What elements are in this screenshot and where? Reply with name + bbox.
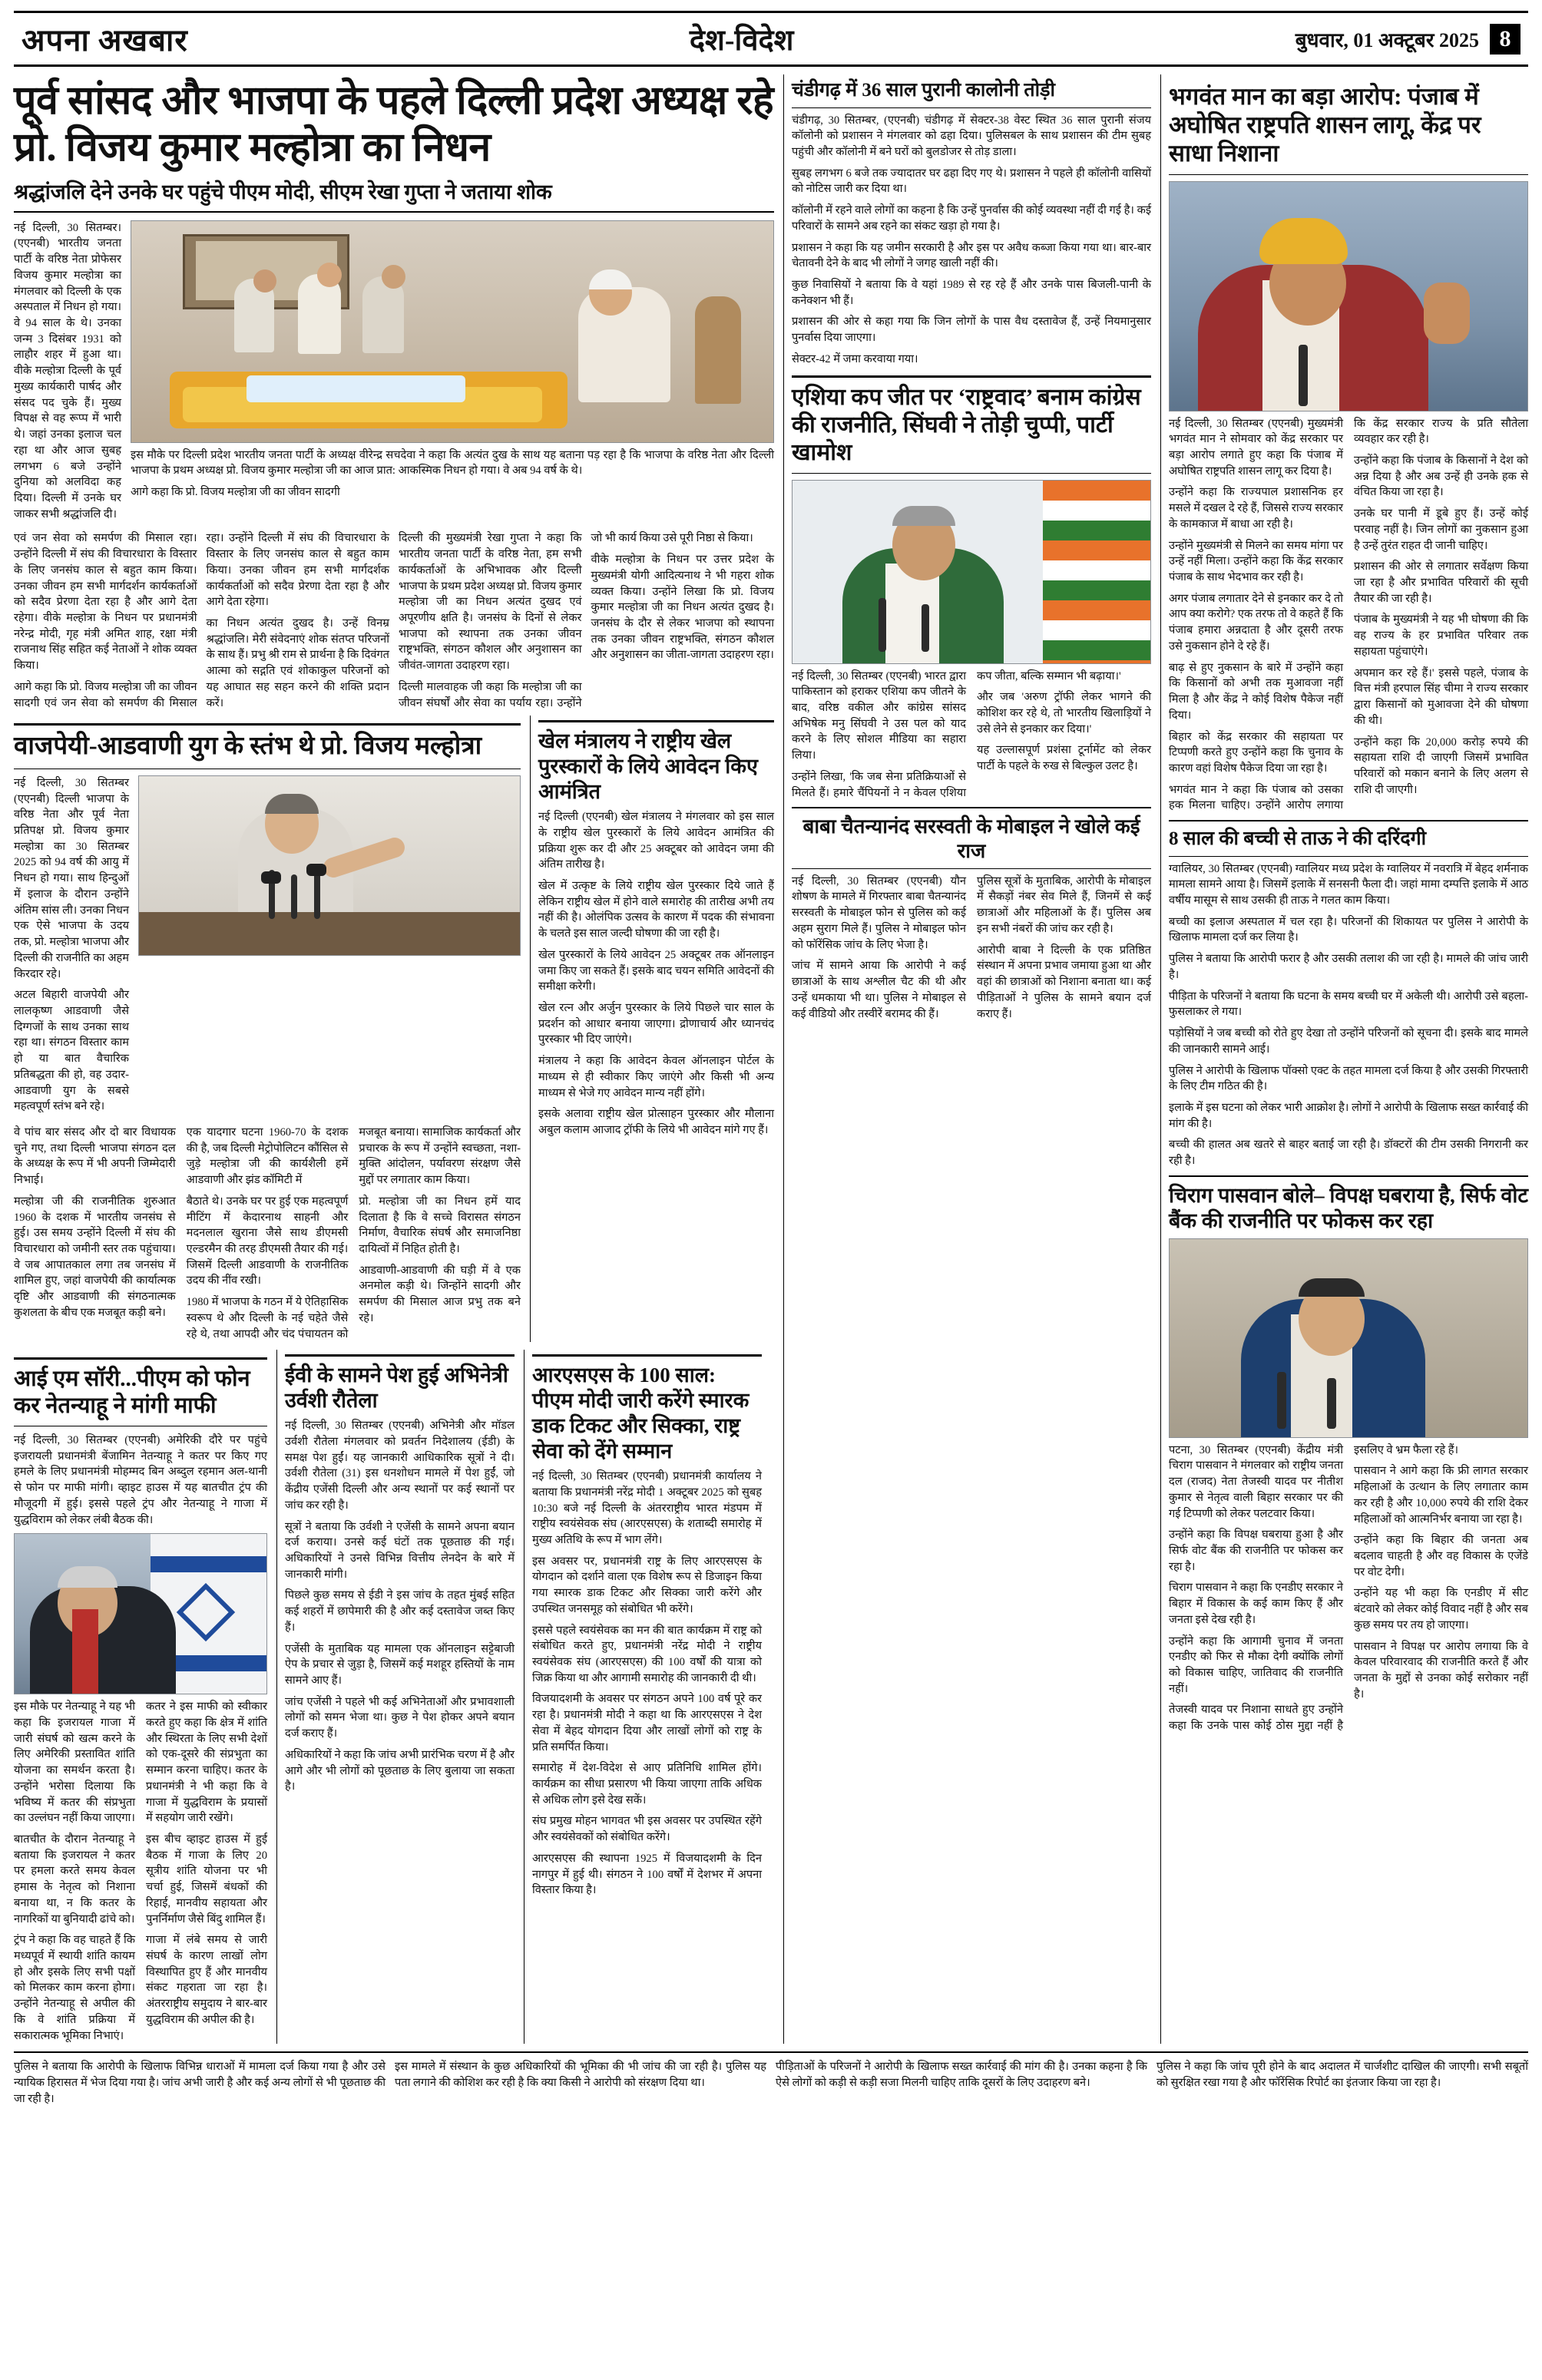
bhagwant-para-8: उनके घर पानी में डूबे हुए हैं। उन्हें कोई परवाह नहीं है। जिन लोगों का नुकसान हुआ है उन्हें तुरंत राहत दी जानी चाहिए।	[1354, 507, 1528, 552]
bhagwant-para-6: भगवंत मान ने कहा कि पंजाब को उसका हक मिलना चाहिए। उन्होंने आरोप लगाया कि केंद्र सरकार राज्य के प्रति सौतेला व्यवहार कर रही है।	[1169, 417, 1528, 812]
sports-awards-headline: खेल मंत्रालय ने राष्ट्रीय खेल पुरस्कारों के लिये आवेदन किए आमंत्रित	[538, 720, 774, 805]
bhagwant-para-9: प्रशासन की ओर से लगातार सर्वेक्षण किया जा रहा है और प्रभावित परिवारों की सूची तैयार की जा रही है।	[1354, 560, 1528, 605]
sports-awards-para-3: खेल रत्न और अर्जुन पुरस्कार के लिये पिछले चार साल के प्रदर्शन को आधार बनाया जाएगा। द्रोणाचार्य और ध्यानचंद पुरस्कार भी दिए जाएंगे।	[538, 1002, 774, 1046]
lead-para-0: नई दिल्ली, 30 सितम्बर। (एएनबी) भारतीय जनता पार्टी के वरिष्ठ नेता प्रोफेसर विजय कुमार मल्होत्रा का मंगलवार को दिल्ली के एक अस्पताल में निधन हो गया। वे 94 साल के थे। उनका जन्म 3 दिसंबर 1931 को लाहौर शहर में हुआ था। वीके मल्होत्रा दिल्ली के पूर्व मुख्य कार्यकारी पार्षद और संसद पद चुके हैं। मुख्य विपक्ष से वह रूप्प में भारी थे। जहां उनका इलाज चल रहा था और आज सुबह लगभग 6 बजे उन्होंने दुनिया को अलविदा कह दिया। दिल्ली में उनके घर जाकर सभी श्रद्धांजलि दी।	[14, 221, 121, 521]
chandigarh-para-6: सेक्टर-42 में जमा करवाया गया।	[792, 352, 918, 365]
gwalior-para-5: पुलिस ने आरोपी के खिलाफ पॉक्सो एक्ट के तहत मामला दर्ज किया है और उसकी गिरफ्तारी के लिए टीम गठित की है।	[1169, 1064, 1528, 1093]
vajpayee-para-1: अटल बिहारी वाजपेयी और लालकृष्ण आडवाणी जैसे दिग्गजों के साथ उनका साथ रहा था। संगठन विस्तार काम हो या बात वैचारिक प्रतिबद्धता की हो, वह उदार-आडवाणी युग के सबसे महत्वपूर्ण स्तंभ बने रहे।	[14, 989, 129, 1113]
vajpayee-para-0: नई दिल्ली, 30 सितम्बर (एएनबी) दिल्ली भाजपा के वरिष्ठ नेता और पूर्व नेता प्रतिपक्ष प्रो. विजय कुमार मल्होत्रा का 30 सितम्बर 2025 को 94 वर्ष की आयु में निधन हो गया। साथ हिन्दुओं में इलाज के दौरान उन्होंने अंतिम सांस ली। उनका निधन एक ऐसे भाजपा के उदय तक, प्रो. मल्होत्रा भाजपा और दिल्ली की राजनीति का अहम किरदार रहे।	[14, 776, 129, 980]
page-number: 8	[1490, 24, 1520, 55]
chandigarh-headline: चंडीगढ़ में 36 साल पुरानी कालोनी तोड़ी	[792, 80, 1055, 101]
chirag-para-8: पासवान ने विपक्ष पर आरोप लगाया कि वे केवल परिवारवाद की राजनीति करते हैं और जनता के मुद्दों से उनका कोई सरोकार नहीं है।	[1354, 1640, 1528, 1701]
baba-para-1: जांच में सामने आया कि आरोपी ने कई छात्राओं के साथ अश्लील चैट की थी और उन्हें धमकाया भी था। पुलिस ने मोबाइल से कई वीडियो और तस्वीरें बरामद की हैं।	[792, 960, 966, 1020]
rss-para-5: संघ प्रमुख मोहन भागवत भी इस अवसर पर उपस्थित रहेंगे और स्वयंसेवकों को संबोधित करेंगे।	[532, 1815, 762, 1844]
asiacup-para-2: और जब 'अरुण ट्रॉफी लेकर भागने की कोशिश कर रहे थे, तो भारतीय खिलाड़ियों ने उसे लेने से इनकार कर दिया।'	[977, 691, 1151, 735]
lead-body	[14, 220, 774, 528]
vajpayee-para-6: 1980 में भाजपा के गठन में ये ऐतिहासिक स्वरूप थे और दिल्ली के नई चहेते जैसे रहे थे, तथा आपदी और चंद पंचायतन को मजबूत बनाया। सामाजिक कार्यकर्ता और प्रचारक के रूप में उन्होंने स्वच्छता, नशा-मुक्ति आंदोलन, पर्यावरण संरक्षण जैसे मुद्दों पर लगातार काम किया।	[186, 1126, 521, 1340]
lead-para-1: इस मौके पर दिल्ली प्रदेश भारतीय जनता पार्टी के अध्यक्ष वीरेन्द्र सचदेवा ने कहा कि अत्यंत दुख के साथ यह बताना पड़ रहा है कि भाजपा के वरिष्ठ नेता और दिल्ली भाजपा के प्रथम अध्यक्ष प्रो. विजय कुमार मल्होत्रा जी का आज प्रात: आकस्मिक निधन हो गया। वे अब 94 वर्ष के थे।	[131, 448, 774, 478]
lead-photo	[131, 220, 774, 443]
rss-para-1: इस अवसर पर, प्रधानमंत्री राष्ट्र के लिए आरएसएस के योगदान को दर्शाने वाला एक विशेष रूप से डिजाइन किया गया स्मारक डाक टिकट और सिक्का जारी करेंगे और उपस्थित जनसमूह को संबोधित भी करेंगे।	[532, 1555, 762, 1615]
bhagwant-para-2: उन्होंने मुख्यमंत्री से मिलने का समय मांगा पर उन्हें नहीं मिला। उन्होंने कहा कि केंद्र सरकार पंजाब के साथ भेदभाव कर रही है।	[1169, 539, 1343, 584]
vajpayee-para-5: बैठाते थे। उनके घर पर हुई एक महत्वपूर्ण मीटिंग में केदारनाथ साहनी और मदनलाल खुराना जैसे साथ डीएमसी एल्डरमैन की तरह डीएमसी तैयार की गई। जिसमें दिल्ली आडवाणी के राजनीतिक उदय की नींव रखी।	[186, 1195, 349, 1288]
masthead	[14, 11, 1528, 67]
rss-para-3: विजयादशमी के अवसर पर संगठन अपने 100 वर्ष पूरे कर रहा है। प्रधानमंत्री मोदी ने कहा था कि आरएसएस ने देश सेवा में बेहद योगदान दिया और लाखों लोगों को राष्ट्र के प्रति समर्पित किया।	[532, 1693, 762, 1754]
chandigarh-para-2: कॉलोनी में रहने वाले लोगों का कहना है कि उन्हें पुनर्वास की कोई व्यवस्था नहीं दी गई है। कई परिवारों के सामने अब रहने का संकट खड़ा हो गया है।	[792, 204, 1151, 233]
middle-column	[783, 74, 1151, 2044]
main-column	[14, 74, 774, 2044]
baba-continuation	[14, 2051, 1528, 2107]
gwalior-para-0: ग्वालियर, 30 सितम्बर (एएनबी) ग्वालियर मध्य प्रदेश के ग्वालियर में नवरात्रि में बेहद शर्मनाक मामला सामने आया है। जिसमें इलाके में सनसनी फैला दी। जहां मामा दम्पत्ति इलाके में आठ वर्षीय मासूम से साथ उसकी ही ताऊ ने गलत काम किया।	[1169, 862, 1528, 907]
bhagwant-para-0: नई दिल्ली, 30 सितम्बर (एएनबी) मुख्यमंत्री भगवंत मान ने सोमवार को केंद्र सरकार पर बड़ा आरोप लगाते हुए कहा कि पंजाब में अघोषित राष्ट्रपति शासन लागू कर दिया है।	[1169, 417, 1343, 478]
chirag-para-4: तेजस्वी यादव पर निशाना साधते हुए उन्होंने कहा कि उनके पास कोई ठोस मुद्दा नहीं है इसलिए वे भ्रम फैला रहे हैं।	[1169, 1443, 1459, 1733]
sorry-headline: आई एम सॉरी...पीएम को फोन कर नेतन्याहू ने मांगी माफी	[14, 1357, 267, 1426]
chirag-para-0: पटना, 30 सितम्बर (एएनबी) केंद्रीय मंत्री चिराग पासवान ने मंगलवार को राष्ट्रीय जनता दल (राजद) नेता तेजस्वी यादव पर नीतीश कुमार से नेतृत्व वाली बिहार सरकार पर की गई टिप्पणी को लेकर पलटवार किया।	[1169, 1443, 1343, 1520]
vajpayee-para-7: प्रो. मल्होत्रा जी का निधन हमें याद दिलाता है कि वे सच्चे विरासत संगठन निर्माण, वैचारिक संघर्ष और समाजनिष्ठा दायित्वों में निहित होती है।	[359, 1195, 521, 1255]
vajpayee-para-8: आडवाणी-आडवाणी की घड़ी में वे एक अनमोल कड़ी थे। जिन्होंने सादगी और समर्पण की मिसाल आज प्रभु तक बने रहे।	[359, 1264, 521, 1324]
ed-urvashi-para-3: एजेंसी के मुताबिक यह मामला एक ऑनलाइन सट्टेबाजी ऐप के प्रचार से जुड़ा है, जिसमें कई मशहूर हस्तियों के नाम सामने आए हैं।	[285, 1642, 515, 1687]
gwalior-para-1: बच्ची का इलाज अस्पताल में चल रहा है। परिजनों की शिकायत पर पुलिस ने आरोपी के खिलाफ मामला दर्ज कर लिया है।	[1169, 915, 1528, 944]
baba-headline: बाबा चैतन्यानंद सरस्वती के मोबाइल ने खोले कई राज	[802, 815, 1140, 863]
ed-urvashi-para-4: जांच एजेंसी ने पहले भी कई अभिनेताओं और प्रभावशाली लोगों को समन भेजा था। कुछ ने पेश होकर अपने बयान दर्ज कराए हैं।	[285, 1695, 515, 1740]
ed-urvashi-para-0: नई दिल्ली, 30 सितम्बर (एएनबी) अभिनेत्री और मॉडल उर्वशी रौतेला मंगलवार को प्रवर्तन निदेशालय (ईडी) के समक्ष पेश हुईं। यह जानकारी आधिकारिक सूत्रों ने दी। उर्वशी रौतेला (31) इस धनशोधन मामले में पेश हुईं, जो केंद्रीय एजेंसी दिल्ली और अन्य स्थानों पर कई स्थानों पर जांच कर रही है।	[285, 1420, 515, 1512]
rss-para-4: समारोह में देश-विदेश से आए प्रतिनिधि शामिल होंगे। कार्यक्रम का सीधा प्रसारण भी किया जाएगा ताकि अधिक से अधिक लोग इसे देख सकें।	[532, 1762, 762, 1806]
chirag-headline: चिराग पासवान बोले– विपक्ष घबराया है, सिर्फ वोट बैंक की राजनीति पर फोकस कर रहा	[1169, 1183, 1528, 1232]
right-column	[1160, 74, 1528, 2044]
asiacup-headline: एशिया कप जीत पर ‘राष्ट्रवाद’ बनाम कांग्रेस की राजनीति, सिंघवी ने तोड़ी चुप्पी, पार्टी खामोश	[792, 375, 1151, 474]
gwalior-para-7: बच्ची की हालत अब खतरे से बाहर बताई जा रही है। डॉक्टरों की टीम उसकी निगरानी कर रही है।	[1169, 1139, 1528, 1168]
bhagwant-para-1: उन्होंने कहा कि राज्यपाल प्रशासनिक हर मसले में दखल दे रहे हैं, जिससे राज्य सरकार के कामकाज में बाधा आ रही है।	[1169, 486, 1343, 531]
sorry-para-2: बातचीत के दौरान नेतन्याहू ने बताया कि इजरायल ने कतर पर हमला करते समय केवल हमास के नेतृत्व को निशाना बनाया था, न कि कतर के नागरिकों या बुनियादी ढांचे को।	[14, 1833, 135, 1925]
lead-para-4: आगे कहा कि प्रो. विजय मल्होत्रा जी का जीवन सादगी एवं जन सेवा को समर्पण की मिसाल रहा। उन्होंने दिल्ली में संघ की विचारधारा के विस्तार के लिए जनसंघ काल से बहुत काम किया। उनका जीवन हम सभी मार्गदर्शक कार्यकर्ताओं को सदैव प्रेरणा देता रहा है और आगे देता रहेगा।	[14, 532, 389, 709]
lead-para-3: एवं जन सेवा को समर्पण की मिसाल रहा। उन्होंने दिल्ली में संघ की विचारधारा के विस्तार के लिए जनसंघ काल से बहुत काम किया। उनका जीवन हम सभी मार्गदर्शन कार्यकर्ताओं को सदैव प्रेरणा देता रहा है और आगे देता रहेगा। वीके मल्होत्रा के निधन पर प्रधानमंत्री नरेन्द्र मोदी, गृह मंत्री अमित शाह, रक्षा मंत्री राजनाथ सिंह सहित कई नेताओं ने शोक व्यक्त किया।	[14, 532, 197, 673]
chirag-para-1: उन्होंने कहा कि विपक्ष घबराया हुआ है और सिर्फ वोट बैंक की राजनीति पर फोकस कर रहा है।	[1169, 1529, 1343, 1573]
sorry-para-5: इस बीच व्हाइट हाउस में हुई बैठक में गाजा के लिए 20 सूत्रीय शांति योजना पर भी चर्चा हुई, जिसमें बंधकों की रिहाई, मानवीय सहायता और पुनर्निर्माण जैसे बिंदु शामिल हैं।	[146, 1833, 267, 1925]
rss-para-6: आरएसएस की स्थापना 1925 में विजयादशमी के दिन नागपुर में हुई थी। संगठन ने 100 वर्षों में देशभर में अपना विस्तार किया है।	[532, 1852, 762, 1897]
chandigarh-para-0: चंडीगढ़, 30 सितम्बर, (एएनबी) चंडीगढ़ में सेक्टर-38 वेस्ट स्थित 36 साल पुरानी संजय कॉलोनी को प्रशासन ने मंगलवार को ढहा दिया। पुलिसबल के साथ प्रशासन की टीम सुबह पहुंची और कॉलोनी में बने घरों को बुलडोजर से तोड़ डाला।	[792, 114, 1151, 158]
bhagwant-para-7: उन्होंने कहा कि पंजाब के किसानों ने देश को अन्न दिया है और अब उन्हें ही उनके हक से वंचित किया जा रहा है।	[1354, 455, 1528, 499]
page-grid	[14, 74, 1528, 2044]
gwalior-para-6: इलाके में इस घटना को लेकर भारी आक्रोश है। लोगों ने आरोपी के खिलाफ सख्त कार्रवाई की मांग की है।	[1169, 1101, 1528, 1130]
baba-para-5: इस मामले में संस्थान के कुछ अधिकारियों की भूमिका की भी जांच की जा रही है। पुलिस यह पता लगाने की कोशिश कर रही है कि क्या किसी ने आरोपी को संरक्षण दिया था।	[395, 2061, 766, 2090]
vajpayee-para-2: वे पांच बार संसद और दो बार विधायक चुने गए, तथा दिल्ली भाजपा संगठन दल के अध्यक्ष के रूप में भी अपनी जिम्मेदारी निभाई।	[14, 1126, 176, 1187]
lead-body-continued	[14, 531, 774, 711]
asiacup-para-3: यह उल्लासपूर्ण प्रशंसा टूर्नामेंट को लेकर पार्टी के पहले के रुख से बिल्कुल उलट है।	[977, 744, 1151, 773]
baba-para-2: पुलिस सूत्रों के मुताबिक, आरोपी के मोबाइल में सैकड़ों नंबर सेव मिले हैं, जिनमें से कई छात्राओं और महिलाओं के हैं। पुलिस अब इन सभी नंबरों की जांच कर रही है।	[977, 874, 1151, 935]
vajpayee-headline: वाजपेयी-आडवाणी युग के स्तंभ थे प्रो. विजय मल्होत्रा	[14, 723, 521, 769]
sports-awards-para-0: नई दिल्ली (एएनबी) खेल मंत्रालय ने मंगलवार को इस साल के राष्ट्रीय खेल पुरस्कारों के लिये आवेदन आमंत्रित की प्रक्रिया शुरू कर दी और 25 अक्टूबर को आवेदन जमा की अंतिम तारीख है।	[538, 811, 774, 871]
vajpayee-para-3: मल्होत्रा जी की राजनीतिक शुरुआत 1960 के दशक में भारतीय जनसंघ से हुई। उस समय उन्होंने दिल्ली में संघ की विचारधारा को जमीनी स्तर तक पहुंचाया। वे जब आपातकाल लगा तब जनसंघ में शामिल हुए, जहां वाजपेयी की कार्यात्मक दृष्टि और आडवाणी की संगठनात्मक कुशलता के बीच एक मजबूत कड़ी बने।	[14, 1195, 176, 1319]
chandigarh-para-3: प्रशासन ने कहा कि यह जमीन सरकारी है और इस पर अवैध कब्जा किया गया था। बार-बार चेतावनी देने के बाद भी लोगों ने जगह खाली नहीं की।	[792, 241, 1151, 270]
ed-urvashi-para-1: सूत्रों ने बताया कि उर्वशी ने एजेंसी के सामने अपना बयान दर्ज कराया। उनसे कई घंटों तक पूछताछ की गई। अधिकारियों ने उनसे विभिन्न वित्तीय लेनदेन के बारे में जानकारी मांगी।	[285, 1520, 515, 1581]
chandigarh-para-4: कुछ निवासियों ने बताया कि वे यहां 1989 से रह रहे हैं और उनके पास बिजली-पानी के कनेक्शन भी हैं।	[792, 278, 1151, 307]
netanyahu-photo	[14, 1533, 267, 1694]
sorry-para-1: इस मौके पर नेतन्याहू ने यह भी कहा कि इजरायल गाजा में जारी संघर्ष को खत्म करने के लिए अमेरिकी प्रस्तावित शांति योजना का समर्थन करता है। उन्होंने भरोसा दिलाया कि भविष्य में कतर की संप्रभुता का उल्लंघन नहीं किया जाएगा।	[14, 1701, 135, 1825]
asiacup-para-1: उन्होंने लिखा, 'कि जब सेना प्रतिक्रियाओं से मिलते हैं। हमारे चैंपियनों ने न केवल एशिया कप जीता, बल्कि सम्मान भी बढ़ाया।'	[792, 669, 1121, 799]
sports-awards-para-1: खेल में उत्कृष्ट के लिये राष्ट्रीय खेल पुरस्कार दिये जाते हैं लेकिन राष्ट्रीय खेल में होने वाले समारोह की तारीख अभी तय नहीं की है। ओलंपिक उत्सव के कारण में पदक की संभावना के चलते इस साल जल्दी घोषणा की जा रही है।	[538, 879, 774, 940]
chirag-para-7: उन्होंने यह भी कहा कि एनडीए में सीट बंटवारे को लेकर कोई विवाद नहीं है और सब कुछ समय पर तय हो जाएगा।	[1354, 1587, 1528, 1631]
bhagwant-para-10: पंजाब के मुख्यमंत्री ने यह भी घोषणा की कि वह राज्य के हर प्रभावित परिवार तक सहायता पहुंचाएंगे।	[1354, 613, 1528, 658]
vajpayee-para-4: एक यादगार घटना 1960-70 के दशक की है, जब दिल्ली मेट्रोपोलिटन कौंसिल से जुड़े मल्होत्रा जी की कार्यशैली हमें आडवाणी और झंड कॉमिटी में	[186, 1126, 349, 1187]
bhagwant-para-12: उन्होंने कहा कि 20,000 करोड़ रुपये की सहायता राशि दी जाएगी जिसमें प्रभावित परिवारों को मकान बनाने के लिए अलग से राशि दी जाएगी।	[1354, 735, 1528, 796]
sorry-para-3: ट्रंप ने कहा कि वह चाहते हैं कि मध्यपूर्व में स्थायी शांति कायम हो और इसके लिए सभी पक्षों को मिलकर काम करना होगा। उन्होंने नेतन्याहू से अपील की कि वे शांति प्रक्रिया में सकारात्मक भूमिका निभाएं।	[14, 1934, 135, 2042]
ed-urvashi-para-2: पिछले कुछ समय से ईडी ने इस जांच के तहत मुंबई सहित कई शहरों में छापेमारी की है और कई दस्तावेज जब्त किए हैं।	[285, 1589, 515, 1634]
baba-para-7: पुलिस ने कहा कि जांच पूरी होने के बाद अदालत में चार्जशीट दाखिल की जाएगी। सभी सबूतों को सुरक्षित रखा गया है और फॉरेंसिक रिपोर्ट का इंतजार किया जा रहा है।	[1156, 2061, 1528, 2090]
publication-date: बुधवार, 01 अक्टूबर 2025	[1295, 28, 1479, 51]
lead-para-6: दिल्ली की मुख्यमंत्री रेखा गुप्ता ने कहा कि भारतीय जनता पार्टी के वरिष्ठ नेता, हम सभी कार्यकर्ताओं के अभिभावक और दिल्ली भाजपा के प्रथम प्रदेश अध्यक्ष प्रो. विजय कुमार मल्होत्रा जी का निधन अत्यंत दुखद एवं अपूरणीय क्षति है। जनसंघ के दिनों से लेकर भाजपा को स्थापना तक उनका जीवन राष्ट्रभक्ति, संगठन कौशल और अनुशासन का जीवंत-जागता उदाहरण रहा।	[399, 532, 582, 673]
chandigarh-para-5: प्रशासन की ओर से कहा गया कि जिन लोगों के पास वैध दस्तावेज हैं, उन्हें नियमानुसार पुनर्वास दिया जाएगा।	[792, 316, 1151, 345]
chirag-photo	[1169, 1238, 1528, 1438]
chirag-para-5: पासवान ने आगे कहा कि फ्री लागत सरकार महिलाओं के उत्थान के लिए लगातार काम कर रही है और 10,000 रुपये की राशि देकर महिलाओं को आत्मनिर्भर बनाया जा रहा है।	[1354, 1465, 1528, 1526]
sorry-para-4: कतर ने इस माफी को स्वीकार करते हुए कहा कि क्षेत्र में शांति और स्थिरता के लिए सभी देशों को एक-दूसरे की संप्रभुता का सम्मान करना चाहिए। कतर के प्रधानमंत्री ने भी कहा कि वे गाजा में युद्धविराम के प्रयासों में सहयोग जारी रखेंगे।	[146, 1701, 267, 1825]
lead-para-8: वीके मल्होत्रा के निधन पर उत्तर प्रदेश के मुख्यमंत्री योगी आदित्यनाथ ने भी गहरा शोक व्यक्त किया। उन्होंने लिखा कि प्रो. विजय कुमार मल्होत्रा जी का निधन अत्यंत दुखद है। जनसंघ के दौर से लेकर भाजपा को स्थापना तक उनका जीवन राष्ट्रभक्ति, संगठन कौशल और अनुशासन का जीता-जागता उदाहरण रहा।	[591, 554, 774, 662]
chandigarh-para-1: सुबह लगभग 6 बजे तक ज्यादातर घर ढहा दिए गए थे। प्रशासन ने पहले ही कॉलोनी वासियों को नोटिस जारी कर दिया था।	[792, 167, 1151, 196]
bhagwant-photo	[1169, 181, 1528, 412]
rss-para-2: इससे पहले स्वयंसेवक का मन की बात कार्यक्रम में राष्ट्र को संबोधित करते हुए, प्रधानमंत्री नरेंद्र मोदी ने राष्ट्रीय स्वयंसेवक संघ (आरएसएस) की 100 वर्षों की यात्रा को जिक्र किया था और आगामी समारोह की जानकारी दी थी।	[532, 1624, 762, 1684]
chirag-para-6: उन्होंने कहा कि बिहार की जनता अब बदलाव चाहती है और वह विकास के एजेंडे पर वोट देगी।	[1354, 1534, 1528, 1578]
bhagwant-para-5: बिहार को केंद्र सरकार की सहायता पर टिप्पणी करते हुए उन्होंने कहा कि चुनाव के कारण वहां विशेष पैकेज दिया जा रहा है।	[1169, 730, 1343, 775]
singhvi-photo	[792, 480, 1151, 664]
lead-subhead: श्रद्धांजलि देने उनके घर पहुंचे पीएम मोदी, सीएम रेखा गुप्ता ने जताया शोक	[14, 177, 774, 213]
asiacup-para-0: नई दिल्ली, 30 सितम्बर (एएनबी) भारत द्वारा पाकिस्तान को हराकर एशिया कप जीतने के बाद, वरिष्ठ वकील और कांग्रेस सांसद अभिषेक मनु सिंघवी ने उस पल को याद करने के लिए सोशल मीडिया का सहारा लिया।	[792, 669, 966, 762]
baba-para-0: नई दिल्ली, 30 सितम्बर (एएनबी) यौन शोषण के मामले में गिरफ्तार बाबा चैतन्यानंद सरस्वती के मोबाइल फोन से पुलिस को कई अहम सुराग मिले हैं। पुलिस ने मोबाइल फोन को फॉरेंसिक जांच के लिए भेजा है।	[792, 874, 966, 951]
gwalior-para-2: पुलिस ने बताया कि आरोपी फरार है और उसकी तलाश की जा रही है। मामले की जांच जारी है।	[1169, 953, 1528, 981]
chirag-para-2: चिराग पासवान ने कहा कि एनडीए सरकार ने बिहार में विकास के कई काम किए हैं और जनता इसे देख रही है।	[1169, 1582, 1343, 1626]
gwalior-para-3: पीड़िता के परिजनों ने बताया कि घटना के समय बच्ची घर में अकेली थी। आरोपी उसे बहला-फुसलाकर ले गया।	[1169, 990, 1528, 1019]
sports-awards-para-5: इसके अलावा राष्ट्रीय खेल प्रोत्साहन पुरस्कार और मौलाना अबुल कलाम आजाद ट्रॉफी के लिये भी आवेदन मांगे गए हैं।	[538, 1108, 774, 1137]
lead-para-7: दिल्ली मालवाहक जी कहा कि मल्होत्रा जी का जीवन संघर्षों और सेवा का पर्याय रहा। उन्होंने जो भी कार्य किया उसे पूरी निष्ठा से किया।	[399, 532, 753, 709]
lead-headline: पूर्व सांसद और भाजपा के पहले दिल्ली प्रदेश अध्यक्ष रहे प्रो. विजय कुमार मल्होत्रा का निधन	[14, 79, 774, 170]
rss-para-0: नई दिल्ली, 30 सितम्बर (एएनबी) प्रधानमंत्री कार्यालय ने बताया कि प्रधानमंत्री नरेंद्र मोदी 1 अक्टूबर 2025 को सुबह 10:30 बजे नई दिल्ली के अंतरराष्ट्रीय भारत मंडपम में राष्ट्रीय स्वयंसेवक संघ (आरएसएस) के शताब्दी समारोह में मुख्य अतिथि के रूप में भाग लेंगे।	[532, 1470, 762, 1546]
ed-urvashi-para-5: अधिकारियों ने कहा कि जांच अभी प्रारंभिक चरण में है और आगे और भी लोगों को पूछताछ के लिए बुलाया जा सकता है।	[285, 1748, 515, 1793]
ed-urvashi-headline: ईवी के सामने पेश हुई अभिनेत्री उर्वशी रौतेला	[285, 1354, 515, 1413]
newspaper-title: अपना अखबार	[22, 23, 188, 58]
sorry-para-0: नई दिल्ली, 30 सितम्बर (एएनबी) अमेरिकी दौरे पर पहुंचे इजरायली प्रधानमंत्री बेंजामिन नेतन्याहू ने कतर पर किए गए हमले के लिए प्रधानमंत्री मोहम्मद बिन अब्दुल रहमान अल-थानी से फोन पर माफी मांगी। व्हाइट हाउस में यह बातचीत ट्रंप की मौजूदगी में हुई। इससे पहले ट्रंप और नेतन्याहू ने गाजा में युद्धविराम को लेकर लंबी बैठक की।	[14, 1433, 267, 1526]
sorry-para-6: गाजा में लंबे समय से जारी संघर्ष के कारण लाखों लोग विस्थापित हुए हैं और मानवीय संकट गहराता जा रहा है। अंतरराष्ट्रीय समुदाय ने बार-बार युद्धविराम की अपील की है।	[146, 1934, 267, 2026]
bhagwant-para-11: अपमान कर रहे हैं।' इससे पहले, पंजाब के वित्त मंत्री हरपाल सिंह चीमा ने राज्य सरकार द्वारा किसानों को मुआवजा देने की घोषणा की थी।	[1354, 666, 1528, 727]
baba-para-3: आरोपी बाबा ने दिल्ली के एक प्रतिष्ठित संस्थान में अपना प्रभाव जमाया हुआ था और वहां की छात्राओं को निशाना बनाता था। कई पीड़िताओं ने पुलिस के सामने बयान दर्ज कराए हैं।	[977, 944, 1151, 1020]
lead-para-2: आगे कहा कि प्रो. विजय मल्होत्रा जी का जीवन सादगी	[131, 486, 340, 499]
bhagwant-para-4: बाढ़ से हुए नुकसान के बारे में उन्होंने कहा कि किसानों को अभी तक मुआवजा नहीं मिला है और केंद्र ने कोई विशेष पैकेज नहीं दिया।	[1169, 661, 1343, 722]
malhotra-photo	[138, 775, 521, 956]
baba-para-4: पुलिस ने बताया कि आरोपी के खिलाफ विभिन्न धाराओं में मामला दर्ज किया गया है और उसे न्यायिक हिरासत में भेज दिया गया है। जांच अभी जारी है और कई अन्य लोगों से भी पूछताछ की जा रही है।	[14, 2061, 386, 2105]
sports-awards-para-2: खेल पुरस्कारों के लिये आवेदन 25 अक्टूबर तक ऑनलाइन जमा किए जा सकते हैं। इसके बाद चयन समिति आवेदनों की समीक्षा करेगी।	[538, 948, 774, 993]
baba-para-6: पीड़िताओं के परिजनों ने आरोपी के खिलाफ सख्त कार्रवाई की मांग की है। उनका कहना है कि ऐसे लोगों को कड़ी से कड़ी सजा मिलनी चाहिए ताकि दूसरों के लिए उदाहरण बने।	[776, 2061, 1147, 2090]
chirag-para-3: उन्होंने कहा कि आगामी चुनाव में जनता एनडीए को फिर से मौका देगी क्योंकि लोगों को विकास चाहिए, जातिवाद की राजनीति नहीं।	[1169, 1635, 1343, 1695]
gwalior-para-4: पड़ोसियों ने जब बच्ची को रोते हुए देखा तो उन्होंने परिजनों को सूचना दी। इसके बाद मामले की जानकारी सामने आई।	[1169, 1027, 1528, 1056]
bhagwant-headline: भगवंत मान का बड़ा आरोप: पंजाब में अघोषित राष्ट्रपति शासन लागू, केंद्र पर साधा निशाना	[1169, 82, 1528, 175]
lead-para-5: का निधन अत्यंत दुखद है। उन्हें विनम्र श्रद्धांजलि। मेरी संवेदनाएं शोक संतप्त परिजनों के साथ हैं। प्रभु श्री राम से प्रार्थना है कि दिवंगत आत्मा को सद्गति एवं शोकाकुल परिजनों को यह आघात सह सहन करने की शक्ति प्रदान करें।	[206, 616, 389, 709]
section-title: देश-विदेश	[689, 24, 794, 57]
rss-headline: आरएसएस के 100 साल: पीएम मोदी जारी करेंगे स्मारक डाक टिकट और सिक्का, राष्ट्र सेवा को देंगे सम्मान	[532, 1354, 762, 1464]
sports-awards-para-4: मंत्रालय ने कहा कि आवेदन केवल ऑनलाइन पोर्टल के माध्यम से ही स्वीकार किए जाएंगे और किसी भी अन्य माध्यम से भेजे गए आवेदन मान्य नहीं होंगे।	[538, 1055, 774, 1099]
gwalior-headline: 8 साल की बच्ची से ताऊ ने की दरिंदगी	[1169, 828, 1427, 850]
bhagwant-para-3: अगर पंजाब लगातार देने से इनकार कर दे तो आप क्या करोगे? एक तरफ तो वे कहते हैं कि पंजाब हमारा अन्नदाता है और दूसरी तरफ उसे नुकसान होने दे रहे हैं।	[1169, 592, 1343, 653]
